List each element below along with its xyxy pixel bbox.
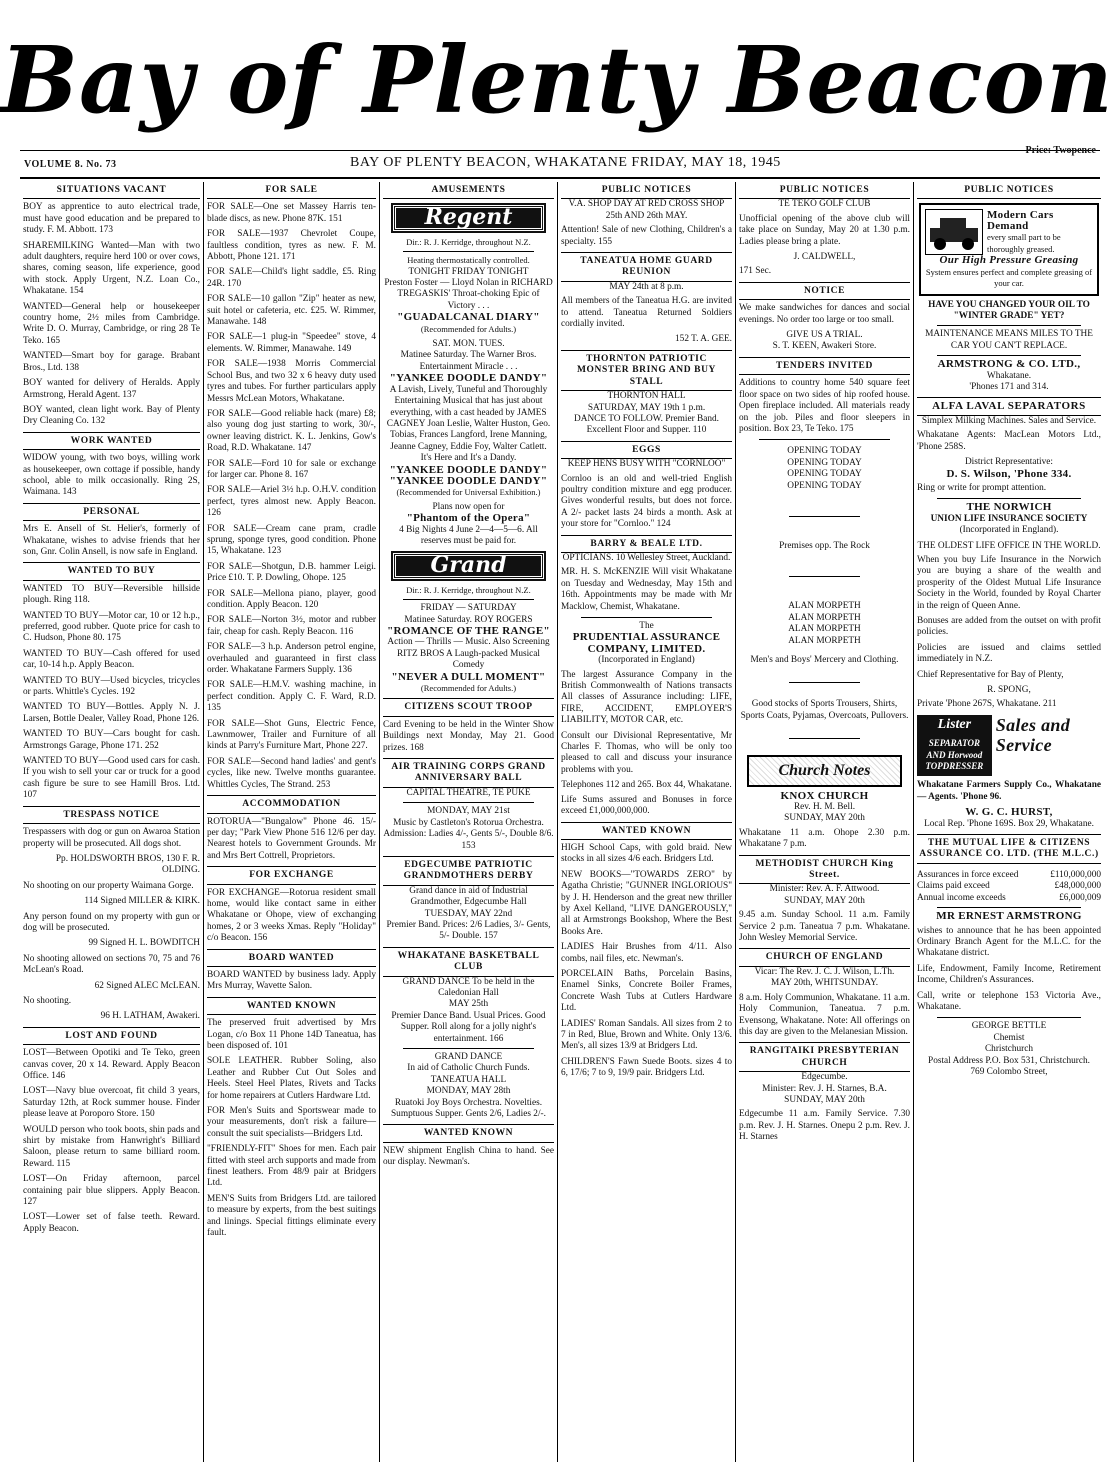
section-header: EGGS — [561, 441, 732, 459]
notice: THE OLDEST LIFE OFFICE IN THE WORLD. — [917, 540, 1101, 551]
notice: MAY 25th — [448, 999, 489, 1010]
notice: (Recommended for Universal Exhibition.) — [396, 487, 541, 498]
notice: Music by Castleton's Rotorua Orchestra. Admission: Ladies 4/-, Gents 5/-, Double 8/6. 153 — [383, 817, 554, 851]
notice: Premier Band. Prices: 2/6 Ladies, 3/- Gents, 5/- Double. 157 — [386, 919, 551, 942]
section-header: ACCOMMODATION — [207, 795, 376, 813]
notice: Telephones 112 and 265. Box 44, Whakatane. — [561, 780, 732, 791]
column-5 — [736, 182, 914, 1462]
notice: HAVE YOU CHANGED YOUR OIL TO "WINTER GRADE" YET? — [928, 299, 1090, 322]
film-title: "NEVER A DULL MOMENT" — [391, 670, 546, 683]
notice: SUNDAY, MAY 20th — [784, 813, 865, 824]
mlc-value: £110,000,000 — [1050, 869, 1101, 880]
notice: (Recommended for Adults.) — [420, 323, 517, 334]
mlc-value: £6,000,009 — [1059, 892, 1101, 903]
notice: No shooting. — [23, 995, 72, 1006]
notice: All members of the Taneatua H.G. are invited to attend. Taneatua Returned Soldiers cordially invited. — [561, 296, 732, 330]
advert-heading: Modern Cars Demand — [987, 208, 1054, 232]
section-header: NOTICE — [739, 282, 910, 300]
classified: FOR SALE—Norton 3½, motor and rubber fair, cheap for cash. Reply Beacon. 116 — [207, 615, 376, 637]
notice: TANEATUA HALL — [430, 1074, 507, 1085]
classified: FOR SALE—H.M.V. washing machine, in perfect condition. Apply C. F. Ward, R.D. 135 — [207, 680, 376, 714]
section-header: WANTED KNOWN — [561, 822, 732, 840]
section-header: TENDERS INVITED — [739, 357, 910, 375]
notice: SUNDAY, MAY 20th — [784, 895, 865, 906]
notice: Minister: Rev. A. F. Attwood. — [769, 884, 880, 895]
notice: Men's and Boys' Mercery and Clothing. — [750, 654, 899, 665]
opening-line: OPENING TODAY — [787, 480, 862, 491]
lister-advert — [917, 715, 1101, 777]
section-header: WANTED KNOWN — [207, 997, 376, 1015]
theatre-director: Dir.: R. J. Kerridge, throughout N.Z. — [406, 584, 531, 595]
notice: Policies are issued and claims settled immediately in N.Z. — [917, 642, 1101, 665]
classified: FOR EXCHANGE—Rotorua resident small home, would like contact same in either Whakatane or Ohope, view of exchanging homes, 2 or 3 weeks Xmas. Reply "Holiday" c/o Beacon. 156 — [207, 887, 376, 944]
classified: LADIES Hair Brushes from 4/11. Also combs, nail files, etc. Newman's. — [561, 942, 732, 964]
notice: Whakatane Agents: MacLean Motors Ltd., 'Phone 258S. — [917, 430, 1101, 452]
section-header: LOST AND FOUND — [23, 1027, 200, 1045]
section-header: TANEATUA HOME GUARD REUNION — [561, 252, 732, 282]
notice: R. SPONG, — [987, 685, 1031, 695]
classified: BOY as apprentice to auto electrical trade, must have good education and be prepared to study. F. M. Abbott. 173 — [23, 202, 200, 236]
notice: Whakatane. — [986, 370, 1032, 381]
notice-signature: 114 Signed MILLER & KIRK. — [84, 896, 200, 907]
section-header: PERSONAL — [23, 503, 200, 521]
classified: WANTED—General help or housekeeper country home, 2½ miles from Cambridge. Write D. O. Murray, Cambridge, or ring 28 Te Teko. 165 — [23, 301, 200, 346]
classified: PORCELAIN Baths, Porcelain Basins, Enamel Sinks, Concrete Boiler Frames, Concrete Wash Tubs at Cutlers Hardware Ltd. — [561, 968, 732, 1014]
notice: 8 a.m. Holy Communion, Whakatane. 11 a.m. Holy Communion, Taneatua. 7 p.m. Evensong, Whakatane. Note: All offerings on this day are given to the Melanesian Mission. — [739, 992, 910, 1037]
notice-title: TE TEKO GOLF CLUB — [778, 199, 871, 210]
classified: WANTED TO BUY—Cars bought for cash. Armstrongs Garage, Phone 171. 252 — [23, 729, 200, 751]
classified: FOR SALE—Mellona piano, player, good condition. Apply Beacon. 120 — [207, 588, 376, 610]
section-header: CITIZENS SCOUT TROOP — [383, 698, 554, 716]
notice-signature: Pp. HOLDSWORTH BROS, 130 F. R. OLDING. — [55, 853, 200, 876]
notice-signature: J. CALDWELL, — [793, 252, 856, 263]
notice: Private 'Phone 267S, Whakatane. 211 — [917, 699, 1057, 710]
section-header: AIR TRAINING CORPS GRAND ANNIVERSARY BALL — [383, 758, 554, 788]
classified: FOR SALE—Child's light saddle, £5. Ring 24R. 170 — [207, 267, 376, 289]
notice: Premises opp. The Rock — [779, 540, 870, 551]
notice: No shooting on our property Waimana Gorge. — [23, 880, 194, 891]
section-header: BARRY & BEALE LTD. — [561, 535, 732, 553]
notice: Chemist — [993, 1032, 1025, 1043]
classified: LOST—Navy blue overcoat, fit child 3 years, Saturday 12th, at Rock summer house. Finder please leave at Poroporo Store. 150 — [23, 1086, 200, 1120]
greasing-advert — [919, 203, 1099, 295]
notice: Additions to country home 540 square feet floor space on two sides of hip roofed house. Open fireplace included. All materials ready on the job. Piles and floor sleepers in position. Box 23, Te Teko. 175 — [739, 378, 910, 434]
classified: WANTED TO BUY—Motor car, 10 or 12 h.p., preferred, good rubber. Quote price for cash to C. Hudson, Phone 80. 175 — [23, 610, 200, 644]
church-notes-banner: Church Notes — [747, 755, 902, 786]
notice: GIVE US A TRIAL. — [786, 330, 863, 341]
classified: FOR SALE—1 plug-in "Speedee" stove, 4 elements. W. Rimmer, Manawahe. 149 — [207, 332, 376, 354]
price: Price: Twopence — [1025, 145, 1096, 156]
mlc-label: Annual income exceeds — [917, 892, 1006, 903]
shop-name: ALAN MORPETH — [788, 635, 861, 646]
section-header: FOR EXCHANGE — [207, 866, 376, 884]
masthead — [0, 20, 1114, 140]
notice: Vicar: The Rev. J. C. J. Wilson, L.Th. — [754, 966, 895, 977]
column-2 — [204, 182, 380, 1462]
notice: GEORGE BETTLE — [971, 1021, 1047, 1032]
notice: Heating thermostatically controlled. — [407, 255, 530, 266]
classified: FOR SALE—10 gallon "Zip" heater as new, suit hotel or cafeteria, etc. £25. W. Rimmer, Manawahe. 148 — [207, 294, 376, 328]
notice: We make sandwiches for dances and social evenings. No order too large or too small. — [739, 303, 910, 325]
company-name: THE NORWICH — [966, 501, 1052, 514]
opening-line: OPENING TODAY — [787, 457, 862, 468]
notice: Edgecumbe 11 a.m. Family Service. 7.30 p.m. Rev. J. H. Starnes. Onepu 2 p.m. Rev. J. H. Starnes — [739, 1109, 910, 1143]
notice: GRAND DANCE To be held in the Caledonian Hall — [402, 976, 535, 998]
classified: LOST—Lower set of false teeth. Reward. Apply Beacon. — [23, 1212, 200, 1234]
notice: Life Sums assured and Bonuses in force exceed £1,000,000,000. — [561, 794, 732, 817]
section-header: EDGECUMBE PATRIOTIC GRANDMOTHERS DERBY — [383, 856, 554, 886]
section-header: WORK WANTED — [23, 432, 200, 450]
column-6 — [914, 182, 1104, 1462]
volume-number: VOLUME 8. No. 73 — [24, 159, 117, 170]
notice: District Representative: — [964, 457, 1054, 468]
notice: Minister: Rev. J. H. Starnes, B.A. — [762, 1083, 887, 1094]
classified: The preserved fruit advertised by Mrs Logan, c/o Box 11 Phone 14D Taneatua, has been disposed of. 101 — [207, 1018, 376, 1051]
lister-subtitle: SEPARATOR AND Horwood TOPDRESSER — [917, 734, 992, 776]
classified: LADIES' Roman Sandals. All sizes from 2 to 7 in Red, Blue, Brown and White. Only 13/6. Men's, all sizes 13/9 at Bridgers Ltd. — [561, 1018, 732, 1052]
notice: Good stocks of Sports Trousers, Shirts, Sports Coats, Pyjamas, Overcoats, Pullovers. — [740, 699, 909, 721]
classified: SOLE LEATHER. Rubber Soling, also Leather and Rubber Cut Out Soles and Heels. Steel Heel Plates, Rivets and Tacks for home repairers at Cutlers Hardware Ltd. — [207, 1056, 376, 1101]
notice-signature: 171 Sec. — [739, 266, 772, 277]
notice: S. T. KEEN, Awakeri Store. — [772, 341, 877, 352]
notice: CAPITAL THEATRE, TE PUKE — [406, 787, 531, 798]
classified: FOR SALE—Good reliable hack (mare) £8; also young dog just starting to work, 30/-, owner leaving district. K. L. Jenkins, Gow's Road, R.D. Whakatane. 147 — [207, 408, 376, 454]
notice: MAY 24th at 8 p.m. — [609, 281, 684, 292]
notice: MAINTENANCE MEANS MILES TO THE CAR YOU CAN'T REPLACE. — [925, 329, 1093, 351]
column-4 — [558, 182, 736, 1462]
notice: MONDAY, MAY 21st — [427, 806, 510, 817]
notice: TONIGHT FRIDAY TONIGHT — [408, 266, 529, 277]
notice: A Lavish, Lively, Tuneful and Thoroughly Entertaining Musical that has just about everything, with a cast headed by JAMES CAGNEY Joan Leslie, Walter Huston, Geo. Tobias, Frances Langford, Irene Manning, Jeanne Cagney, Eddie Foy, Walter Catlett. — [386, 384, 551, 452]
notice: (Incorporated in England) — [598, 655, 695, 666]
notice: Postal Address P.O. Box 531, Christchurch. — [928, 1055, 1090, 1066]
notice: W. G. C. HURST, — [965, 806, 1053, 819]
section-header: THORNTON PATRIOTIC MONSTER BRING AND BUY STALL — [561, 350, 732, 391]
notice: (Incorporated in England). — [959, 525, 1059, 536]
film-title: "GUADALCANAL DIARY" — [397, 311, 540, 324]
film-title: "Phantom of the Opera" — [406, 512, 531, 525]
lister-logo: Lister — [917, 715, 992, 734]
section-header: AMUSEMENTS — [383, 182, 554, 199]
film-title: "ROMANCE OF THE RANGE" — [387, 625, 550, 637]
classified: FOR SALE—3 h.p. Anderson petrol engine, overhauled and guaranteed in first class order. Whakatane Farmers Supply. 136 — [207, 642, 376, 676]
mlc-row — [917, 881, 1101, 892]
classified: HIGH School Caps, with gold braid. New stocks in all sizes 4/6 each. Bridgers Ltd. — [561, 842, 732, 865]
columns — [20, 182, 1104, 1462]
notice: FRIDAY — SATURDAY — [420, 603, 517, 614]
classified: ROTORUA—"Bungalow" Phone 46. 15/- per day; "Park View Phone 516 12/6 per day. Nearest hotels to Government Grounds. Mr and Mrs Bert Cottrell, Proprietors. — [207, 816, 376, 861]
classified: BOY wanted for delivery of Heralds. Apply Armstrong, Herald Agent. 137 — [23, 378, 200, 400]
classified: LOST—Between Opotiki and Te Teko, green canvas cover, 20 x 14. Reward. Apply Beacon Office. 146 — [23, 1048, 200, 1081]
classified: WIDOW young, with two boys, willing work as housekeeper, own cottage if possible, handy school, able to milk occasionally. Ring 2S, Waimana. 143 — [23, 453, 200, 498]
company-name: PRUDENTIAL ASSURANCE COMPANY, LIMITED. — [572, 631, 721, 655]
notice-signature: 96 H. LATHAM, Awakeri. — [100, 1011, 200, 1022]
film-title: "YANKEE DOODLE DANDY" — [389, 372, 548, 385]
notice-signature: 152 T. A. GEE. — [675, 334, 732, 345]
notice: MR. H. S. McKENZIE Will visit Whakatane on Tuesday and Wednesday, May 15th and 16th. Appointments may be made with Mr Macklow, Chemist, Whakatane. — [561, 567, 732, 612]
newspaper-title: Bay of Plenty Beacon — [0, 26, 1114, 134]
section-header: WANTED KNOWN — [383, 1124, 554, 1142]
classified: WANTED TO BUY—Reversible hillside plough. Ring 118. — [23, 583, 200, 606]
notice: Card Evening to be held in the Winter Show Buildings next Monday, May 21. Good prizes. 168 — [383, 719, 554, 753]
theatre-director: Dir.: R. J. Kerridge, throughout N.Z. — [406, 236, 531, 247]
classified: WANTED TO BUY—Good used cars for cash. If you wish to sell your car or truck for a good cash figure be sure to see Hamill Bros. Ltd. 107 — [23, 756, 200, 801]
classified: BOY wanted, clean light work. Bay of Plenty Dry Cleaning Co. 132 — [23, 404, 200, 427]
classified: FOR SALE—Ford 10 for sale or exchange for larger car. Phone 8. 167 — [207, 458, 376, 480]
classified: FOR SALE—Second hand ladies' and gent's cycles, like new. Twelve months guarantee. Whittles Cycles, The Strand. 253 — [207, 756, 376, 790]
notice: GRAND DANCE — [434, 1052, 503, 1062]
notice: Trespassers with dog or gun on Awaroa Station property will be prosecuted. All dogs shot. — [23, 827, 200, 849]
classified: NEW shipment English China to hand. See our display. Newman's. — [383, 1145, 554, 1168]
notice: Consult our Divisional Representative, Mr Charles F. Thomas, who will be only too pleased to call and discuss your insurance problems with you. — [561, 730, 732, 775]
classified: FOR SALE—1938 Morris Commercial School Bus, and two 32 x 6 heavy duty used tyres and tubes. For further particulars apply Messrs McLean Motors, Whakatane. — [207, 359, 376, 404]
notice: SUNDAY, MAY 20th — [784, 1094, 865, 1105]
church-name: CHURCH OF ENGLAND — [739, 948, 910, 966]
classified: FOR SALE—1937 Chevrolet Coupe, faultless condition, tyres as new. F. M. Abbott, Phone 121. 171 — [207, 229, 376, 263]
opening-line: OPENING TODAY — [787, 446, 862, 457]
notice: Life, Endowment, Family Income, Retirement Income, Children's Assurances. — [917, 963, 1101, 986]
notice: (Recommended for Adults.) — [420, 683, 517, 694]
classified: SHAREMILKING Wanted—Man with two adult daughters, require herd 100 or over cows, shares, coming season, life experience, good with stock. Apply Urgent, N.Z. Loan Co., Whakatane. 154 — [23, 240, 200, 297]
mlc-label: Claims paid exceed — [917, 881, 990, 892]
notice: Premier Dance Band. Usual Prices. Good Supper. Roll along for a jolly night's entertainment. 166 — [391, 1010, 546, 1044]
mlc-row — [917, 870, 1101, 881]
classified: "FRIENDLY-FIT" Shoes for men. Each pair fitted with steel arch supports and made from finest leathers. From 48/9 pair at Bridgers Ltd. — [207, 1144, 376, 1189]
classified: WANTED TO BUY—Cash offered for used car, 10-14 h.p. Apply Beacon. — [23, 648, 200, 671]
notice: Unofficial opening of the above club will take place on Sunday, May 20 at 1.30 p.m. Ladies please bring a plate. — [739, 213, 910, 247]
notice: When you buy Life Insurance in the Norwich you are buying a share of the wealth and prosperity of the Oldest Mutual Life Insurance Society in the World, founded by Royal Charter in the reign of Queen Anne. — [917, 554, 1101, 611]
notice: Matinee Saturday. ROY ROGERS — [404, 614, 533, 625]
notice: 25th AND 26th MAY. — [605, 210, 688, 221]
notice: DANCE TO FOLLOW. Premier Band. Excellent Floor and Supper. 110 — [574, 413, 719, 436]
classified: Mrs E. Ansell of St. Helier's, formerly of Whakatane, wishes to advise friends that her son, Gnr. Colin Ansell, is now safe in England. — [23, 524, 200, 557]
notice: It's Here and It's a Dandy. — [420, 453, 517, 464]
notice: UNION LIFE INSURANCE SOCIETY — [930, 513, 1088, 524]
notice: 9.45 a.m. Sunday School. 11 a.m. Family Service 2 p.m. Taneatua 7 p.m. Whakatane. John Wesley Memorial Service. — [739, 910, 910, 944]
notice: Preston Foster — Lloyd Nolan in RICHARD TREGASKIS' Throat-choking Epic of Victory . . . — [384, 278, 553, 311]
sales-service-text: Sales and Service — [995, 714, 1070, 755]
advert-text: every small part to be thoroughly greased. — [987, 232, 1061, 254]
classified: WOULD person who took boots, shin pads and shirt by mistake from Hanwright's Billiard Saloon, please return to same billiard room. Reward. 115 — [23, 1124, 200, 1169]
section-header: PUBLIC NOTICES — [561, 182, 732, 199]
notice: KEEP HENS BUSY WITH "CORNLOO" — [567, 459, 726, 470]
regent-theatre-logo: Regent — [393, 205, 544, 230]
notice: MAY 20th, WHITSUNDAY. — [770, 978, 879, 989]
notice: Rev. H. M. Bell. — [793, 802, 856, 812]
shop-name: ALAN MORPETH — [788, 601, 861, 612]
mlc-row — [917, 893, 1101, 904]
notice: Ruatoki Joy Boys Orchestra. Novelties. Sumptuous Supper. Gents 2/6, Ladies 2/-. — [391, 1097, 546, 1120]
notice: The largest Assurance Company in the British Commonwealth of Nations transacts All classes of Assurance including: LIFE, FIRE, ACCIDENT, EMPLOYER'S LIABILITY, MOTOR CAR, etc. — [561, 669, 732, 726]
notice: 'Phones 171 and 314. — [969, 382, 1049, 393]
notice: In aid of Catholic Church Funds. — [407, 1063, 530, 1074]
notice: Simplex Milking Machines. Sales and Service. — [921, 415, 1097, 426]
section-header: BOARD WANTED — [207, 949, 376, 967]
notice: Whakatane Farmers Supply Co., Whakatane— Agents. 'Phone 96. — [917, 780, 1101, 802]
classified: FOR SALE—Ariel 3½ h.p. O.H.V. condition perfect, tyres almost new. Apply Beacon. 126 — [207, 485, 376, 519]
dateline-center: BAY OF PLENTY BEACON, WHAKATANE FRIDAY, MAY 18, 1945 — [350, 155, 781, 170]
notice: Cornloo is an old and well-tried English poultry condition mixture and egg producer. Gives wonderful results, but does not force. A 2/- packet lasts 24 birds a month. Ask at your store for "Cornloo." 124 — [561, 473, 732, 530]
notice: Action — Thrills — Music. Also Screening RITZ BROS A Laugh-packed Musical Comedy — [387, 637, 550, 671]
notice-title: V.A. SHOP DAY AT RED CROSS SHOP — [568, 199, 725, 210]
notice: The — [639, 621, 654, 631]
notice: Ring or write for prompt attention. — [917, 482, 1047, 493]
notice: THORNTON HALL — [607, 391, 686, 402]
notice: No shooting allowed on sections 70, 75 and 76 McLean's Road. — [23, 953, 200, 976]
notice: TUESDAY, MAY 22nd — [424, 908, 513, 919]
mlc-label: Assurances in force exceed — [917, 869, 1019, 880]
notice: SATURDAY, MAY 19th 1 p.m. — [587, 402, 706, 413]
mlc-value: £48,000,000 — [1054, 881, 1101, 892]
section-header: FOR SALE — [207, 182, 376, 199]
section-header: SITUATIONS VACANT — [23, 182, 200, 199]
shop-name: ALAN MORPETH — [788, 612, 861, 623]
company-name: ARMSTRONG & CO. LTD., — [937, 358, 1081, 371]
notice: wishes to announce that he has been appointed Ordinary Branch Agent for the M.L.C. for the Whakatane district. — [917, 925, 1101, 959]
notice: Edgecumbe. — [801, 1072, 848, 1083]
classified: LOST—On Friday afternoon, parcel containing pair blue slippers. Apply Beacon. 127 — [23, 1174, 200, 1208]
church-name: RANGITAIKI PRESBYTERIAN CHURCH — [739, 1042, 910, 1072]
notice: Grand dance in aid of Industrial Grandmother, Edgecumbe Hall — [409, 885, 528, 908]
section-header: PUBLIC NOTICES — [917, 182, 1101, 199]
section-header: PUBLIC NOTICES — [739, 182, 910, 199]
classified: FOR Men's Suits and Sportswear made to your measurements, don't risk a failure—consult the suit specialists—Bridgers Ltd. — [207, 1106, 376, 1139]
notice: Plans now open for — [432, 501, 505, 512]
classified: FOR SALE—Cream cane pram, cradle sprung, sponge tyres, good condition. Phone 15, Whakatane. 123 — [207, 523, 376, 557]
notice: Local Rep. 'Phone 169S. Box 29, Whakatane. — [924, 818, 1094, 829]
notice-title: MR ERNEST ARMSTRONG — [936, 910, 1082, 923]
car-icon — [925, 209, 983, 255]
section-header: TRESPASS NOTICE — [23, 806, 200, 824]
notice: Matinee Saturday. The Warner Bros. Entertainment Miracle . . . — [400, 350, 537, 372]
classified: FOR SALE—Shotgun, D.B. hammer Leigi. Price £10. T. P. Dowling, Ohope. 125 — [207, 561, 376, 584]
notice: Christchurch — [984, 1044, 1034, 1055]
dateline — [20, 145, 1100, 179]
church-name: METHODIST CHURCH King Street. — [739, 855, 910, 885]
notice: D. S. Wilson, 'Phone 334. — [946, 467, 1072, 480]
classified: WANTED TO BUY—Used bicycles, tricycles or parts. Whittle's Cycles. 192 — [23, 675, 200, 698]
classified: WANTED—Smart boy for garage. Brabant Bros., Ltd. 138 — [23, 351, 200, 373]
notice-signature: 99 Signed H. L. BOWDITCH — [88, 938, 200, 949]
section-header: THE MUTUAL LIFE & CITIZENS ASSURANCE CO. LTD. (THE M.L.C.) — [917, 834, 1101, 864]
notice: Whakatane 11 a.m. Ohope 2.30 p.m. Whakatane 7 p.m. — [739, 827, 910, 850]
classified: MEN'S Suits from Bridgers Ltd. are tailored to measure by experts, from the best suitings and linings. Special fittings eliminate every fault. — [207, 1193, 376, 1239]
shop-name: ALAN MORPETH — [788, 624, 861, 635]
notice: MONDAY, MAY 28th — [426, 1086, 511, 1097]
classified: FOR SALE—Shot Guns, Electric Fence, Lawnmower, Trailer and Furniture of all kinds at Parry's Furniture Mart, Phone 227. — [207, 718, 376, 752]
column-1 — [20, 182, 204, 1462]
notice: Chief Representative for Bay of Plenty, — [917, 669, 1064, 680]
film-title: "YANKEE DOODLE DANDY" — [389, 463, 548, 476]
classified: NEW BOOKS—"TOWARDS ZERO" by Agatha Christie; "GUNNER INGLORIOUS" by J. H. Henderson and the great new thriller by Axel Kelland, "LIVE DANGEROUSLY," all at Armstrongs Bookshop, Where the Best Books Are. — [561, 869, 732, 937]
section-header: ALFA LAVAL SEPARATORS — [917, 397, 1101, 415]
notice: 769 Colombo Street, — [970, 1066, 1048, 1077]
classified: BOARD WANTED by business lady. Apply Mrs Murray, Wavette Salon. — [207, 969, 376, 992]
section-header: WHAKATANE BASKETBALL CLUB — [383, 947, 554, 977]
classified: WANTED TO BUY—Bottles. Apply N. J. Larsen, Bottle Dealer, Valley Road, Phone 126. — [23, 702, 200, 724]
notice: Bonuses are added from the outset on with profit policies. — [917, 615, 1101, 638]
notice: OPTICIANS. 10 Wellesley Street, Auckland. — [562, 552, 731, 563]
film-title: "YANKEE DOODLE DANDY" — [389, 474, 548, 487]
notice-signature: 62 Signed ALEC McLEAN. — [94, 980, 200, 991]
section-header: WANTED TO BUY — [23, 562, 200, 580]
notice: Any person found on my property with gun or dog will be prosecuted. — [23, 911, 200, 933]
classified: FOR SALE—One set Massey Harris ten-blade discs, as new. Phone 87K. 151 — [207, 202, 376, 224]
advert-heading: Our High Pressure Greasing — [939, 254, 1079, 267]
advert-text: System ensures perfect and complete greasing of your car. — [925, 266, 1093, 289]
church-name: KNOX CHURCH — [780, 789, 869, 802]
column-3 — [380, 182, 558, 1462]
classified: CHILDREN'S Fawn Suede Boots. sizes 4 to 6, 17/6; 7 to 9, 19/9 pair. Bridgers Ltd. — [561, 1056, 732, 1079]
grand-theatre-logo: Grand — [393, 553, 544, 578]
notice: Call, write or telephone 153 Victoria Ave., Whakatane. — [917, 990, 1101, 1012]
notice: SAT. MON. TUES. — [432, 339, 505, 350]
notice: Attention! Sale of new Clothing, Children's a specialty. 155 — [561, 225, 732, 247]
opening-line: OPENING TODAY — [787, 469, 862, 480]
notice: 4 Big Nights 4 June 2—4—5—6. All reserves must be paid for. — [399, 524, 538, 546]
